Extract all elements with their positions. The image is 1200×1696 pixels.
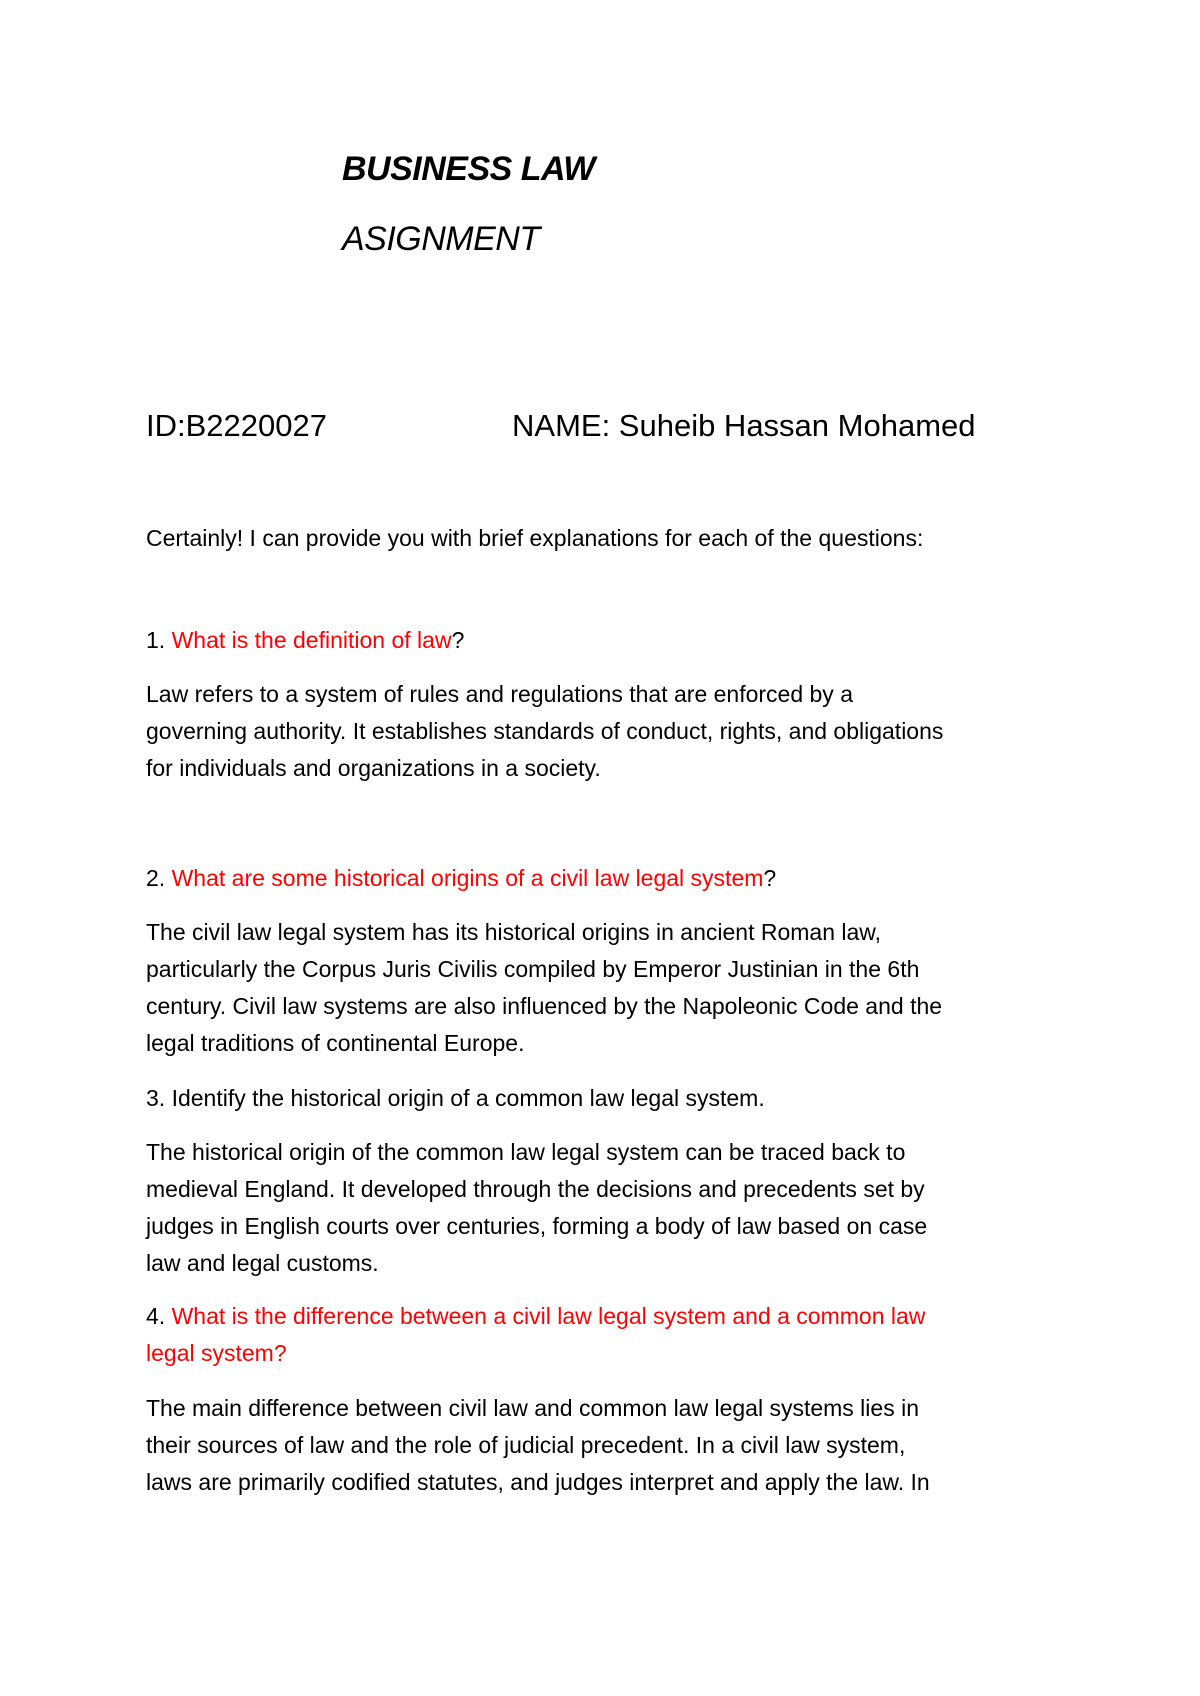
answer-2 bbox=[146, 914, 1076, 1062]
question-4-text: What is the difference between a civil law legal system and a common law bbox=[171, 1303, 926, 1329]
answer-3-line: law and legal customs. bbox=[146, 1250, 379, 1276]
answer-2-line: legal traditions of continental Europe. bbox=[146, 1030, 525, 1056]
answer-4-line: The main difference between civil law and common law legal systems lies in bbox=[146, 1395, 919, 1421]
answer-1 bbox=[146, 676, 1076, 787]
answer-2-line: The civil law legal system has its historical origins in ancient Roman law, bbox=[146, 919, 882, 945]
question-4-number: 4. bbox=[146, 1303, 172, 1329]
question-2 bbox=[146, 860, 1076, 897]
question-2-number: 2. bbox=[146, 865, 172, 891]
answer-2-line: century. Civil law systems are also influenced by the Napoleonic Code and the bbox=[146, 993, 943, 1019]
answer-2-line: particularly the Corpus Juris Civilis compiled by Emperor Justinian in the 6th bbox=[146, 956, 920, 982]
question-3-number: 3. bbox=[146, 1085, 172, 1111]
question-4 bbox=[146, 1298, 1076, 1372]
answer-4-line: their sources of law and the role of judicial precedent. In a civil law system, bbox=[146, 1432, 906, 1458]
question-4-text-cont: legal system? bbox=[146, 1340, 287, 1366]
document-subtitle: ASIGNMENT bbox=[342, 220, 540, 258]
question-1-suffix: ? bbox=[451, 627, 465, 653]
question-3 bbox=[146, 1080, 1076, 1117]
answer-1-line: governing authority. It establishes standards of conduct, rights, and obligations bbox=[146, 718, 944, 744]
intro-paragraph: Certainly! I can provide you with brief explanations for each of the questions: bbox=[146, 525, 924, 551]
answer-4-line: laws are primarily codified statutes, and judges interpret and apply the law. In bbox=[146, 1469, 930, 1495]
answer-3-line: The historical origin of the common law legal system can be traced back to bbox=[146, 1139, 906, 1165]
question-3-text: Identify the historical origin of a common law legal system. bbox=[171, 1085, 765, 1111]
question-1-number: 1. bbox=[146, 627, 172, 653]
answer-1-line: Law refers to a system of rules and regulations that are enforced by a bbox=[146, 681, 853, 707]
question-1 bbox=[146, 622, 1076, 659]
question-2-suffix: ? bbox=[763, 865, 777, 891]
student-name: NAME: Suheib Hassan Mohamed bbox=[512, 408, 976, 443]
answer-3 bbox=[146, 1134, 1076, 1282]
answer-1-line: for individuals and organizations in a society. bbox=[146, 755, 601, 781]
question-1-text: What is the definition of law bbox=[171, 627, 452, 653]
answer-3-line: judges in English courts over centuries, forming a body of law based on case bbox=[146, 1213, 928, 1239]
document-title: BUSINESS LAW bbox=[342, 150, 595, 188]
question-2-text: What are some historical origins of a civil law legal system bbox=[171, 865, 764, 891]
answer-3-line: medieval England. It developed through the decisions and precedents set by bbox=[146, 1176, 925, 1202]
student-id: ID:B2220027 bbox=[146, 408, 327, 443]
answer-4 bbox=[146, 1390, 1076, 1501]
